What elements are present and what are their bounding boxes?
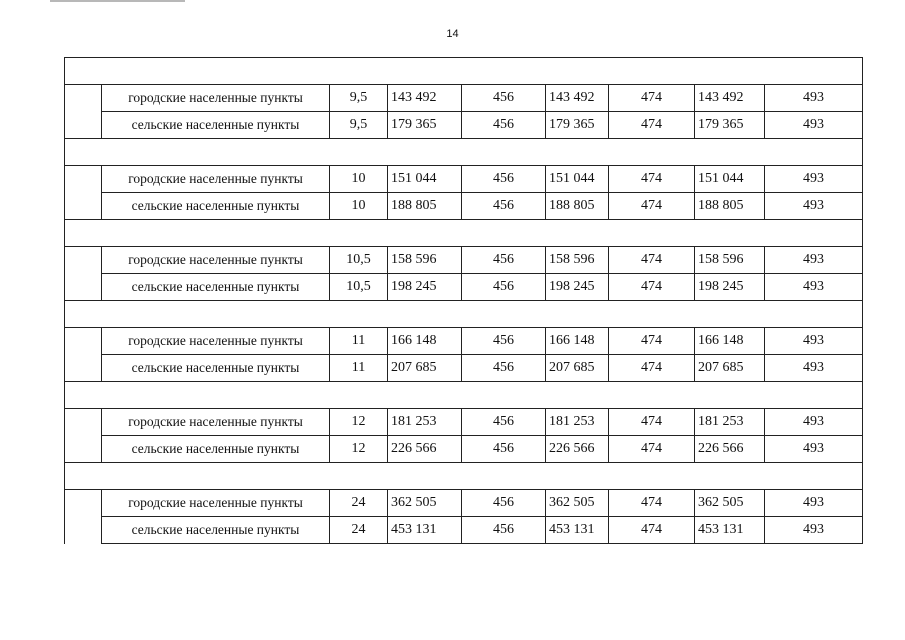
count-cell: 456 <box>462 328 546 355</box>
amount-cell: 207 685 <box>388 355 462 382</box>
separator-cell <box>65 463 863 490</box>
table-row <box>65 274 863 301</box>
amount-cell: 198 245 <box>388 274 462 301</box>
amount-cell: 188 805 <box>695 193 765 220</box>
count-cell: 456 <box>462 247 546 274</box>
table-body <box>65 58 863 544</box>
amount-cell: 207 685 <box>546 355 609 382</box>
count-cell: 493 <box>765 490 863 517</box>
count-cell: 474 <box>609 112 695 139</box>
settlement-type-cell: сельские населенные пункты <box>102 517 330 544</box>
group-separator-row <box>65 58 863 85</box>
amount-cell: 151 044 <box>546 166 609 193</box>
coefficient-cell: 9,5 <box>330 85 388 112</box>
settlement-type-cell: городские населенные пункты <box>102 328 330 355</box>
table-row <box>65 328 863 355</box>
count-cell: 493 <box>765 409 863 436</box>
amount-cell: 226 566 <box>388 436 462 463</box>
count-cell: 493 <box>765 247 863 274</box>
amount-cell: 143 492 <box>695 85 765 112</box>
amount-cell: 226 566 <box>546 436 609 463</box>
indent-cell <box>65 355 102 382</box>
settlement-type-cell: городские населенные пункты <box>102 85 330 112</box>
amount-cell: 181 253 <box>695 409 765 436</box>
amount-cell: 362 505 <box>546 490 609 517</box>
amount-cell: 158 596 <box>388 247 462 274</box>
separator-cell <box>65 139 863 166</box>
indent-cell <box>65 85 102 112</box>
count-cell: 474 <box>609 436 695 463</box>
count-cell: 474 <box>609 517 695 544</box>
coefficient-cell: 10,5 <box>330 274 388 301</box>
count-cell: 456 <box>462 517 546 544</box>
coefficient-cell: 11 <box>330 355 388 382</box>
amount-cell: 453 131 <box>695 517 765 544</box>
amount-cell: 166 148 <box>546 328 609 355</box>
separator-cell <box>65 58 863 85</box>
count-cell: 493 <box>765 193 863 220</box>
coefficient-cell: 10 <box>330 166 388 193</box>
count-cell: 493 <box>765 166 863 193</box>
indent-cell <box>65 247 102 274</box>
amount-cell: 143 492 <box>546 85 609 112</box>
separator-cell <box>65 220 863 247</box>
settlement-type-cell: сельские населенные пункты <box>102 274 330 301</box>
amount-cell: 198 245 <box>695 274 765 301</box>
count-cell: 456 <box>462 436 546 463</box>
table-row <box>65 85 863 112</box>
amount-cell: 158 596 <box>695 247 765 274</box>
settlement-type-cell: сельские населенные пункты <box>102 355 330 382</box>
group-separator-row <box>65 139 863 166</box>
count-cell: 456 <box>462 193 546 220</box>
coefficient-cell: 24 <box>330 490 388 517</box>
count-cell: 493 <box>765 517 863 544</box>
table-row <box>65 355 863 382</box>
count-cell: 493 <box>765 85 863 112</box>
settlement-type-cell: городские населенные пункты <box>102 409 330 436</box>
group-separator-row <box>65 463 863 490</box>
table-row <box>65 193 863 220</box>
count-cell: 474 <box>609 409 695 436</box>
indent-cell <box>65 409 102 436</box>
count-cell: 456 <box>462 490 546 517</box>
amount-cell: 158 596 <box>546 247 609 274</box>
count-cell: 493 <box>765 436 863 463</box>
indent-cell <box>65 328 102 355</box>
amount-cell: 362 505 <box>388 490 462 517</box>
page-number: 14 <box>446 28 459 40</box>
amount-cell: 166 148 <box>388 328 462 355</box>
group-separator-row <box>65 382 863 409</box>
coefficient-cell: 10 <box>330 193 388 220</box>
amount-cell: 179 365 <box>695 112 765 139</box>
table-row <box>65 490 863 517</box>
count-cell: 456 <box>462 112 546 139</box>
settlement-type-cell: сельские населенные пункты <box>102 436 330 463</box>
indent-cell <box>65 112 102 139</box>
count-cell: 456 <box>462 409 546 436</box>
amount-cell: 166 148 <box>695 328 765 355</box>
count-cell: 493 <box>765 328 863 355</box>
group-separator-row <box>65 301 863 328</box>
amount-cell: 179 365 <box>546 112 609 139</box>
amount-cell: 151 044 <box>388 166 462 193</box>
amount-cell: 362 505 <box>695 490 765 517</box>
indent-cell <box>65 517 102 544</box>
amount-cell: 453 131 <box>546 517 609 544</box>
table-row <box>65 166 863 193</box>
tariff-table <box>64 57 863 544</box>
coefficient-cell: 12 <box>330 436 388 463</box>
count-cell: 456 <box>462 166 546 193</box>
separator-cell <box>65 382 863 409</box>
count-cell: 456 <box>462 85 546 112</box>
settlement-type-cell: сельские населенные пункты <box>102 193 330 220</box>
amount-cell: 188 805 <box>546 193 609 220</box>
count-cell: 474 <box>609 274 695 301</box>
header-rule <box>50 0 185 2</box>
amount-cell: 453 131 <box>388 517 462 544</box>
count-cell: 474 <box>609 328 695 355</box>
coefficient-cell: 12 <box>330 409 388 436</box>
indent-cell <box>65 436 102 463</box>
amount-cell: 179 365 <box>388 112 462 139</box>
table-row <box>65 517 863 544</box>
table-row <box>65 409 863 436</box>
settlement-type-cell: городские населенные пункты <box>102 490 330 517</box>
indent-cell <box>65 166 102 193</box>
count-cell: 474 <box>609 193 695 220</box>
coefficient-cell: 9,5 <box>330 112 388 139</box>
coefficient-cell: 10,5 <box>330 247 388 274</box>
indent-cell <box>65 274 102 301</box>
amount-cell: 181 253 <box>388 409 462 436</box>
settlement-type-cell: сельские населенные пункты <box>102 112 330 139</box>
settlement-type-cell: городские населенные пункты <box>102 166 330 193</box>
amount-cell: 143 492 <box>388 85 462 112</box>
table-row <box>65 247 863 274</box>
table-row <box>65 436 863 463</box>
amount-cell: 226 566 <box>695 436 765 463</box>
indent-cell <box>65 193 102 220</box>
settlement-type-cell: городские населенные пункты <box>102 247 330 274</box>
count-cell: 456 <box>462 355 546 382</box>
amount-cell: 181 253 <box>546 409 609 436</box>
count-cell: 493 <box>765 274 863 301</box>
amount-cell: 207 685 <box>695 355 765 382</box>
count-cell: 493 <box>765 355 863 382</box>
group-separator-row <box>65 220 863 247</box>
count-cell: 474 <box>609 85 695 112</box>
table-row <box>65 112 863 139</box>
amount-cell: 151 044 <box>695 166 765 193</box>
count-cell: 474 <box>609 490 695 517</box>
count-cell: 474 <box>609 166 695 193</box>
count-cell: 493 <box>765 112 863 139</box>
count-cell: 456 <box>462 274 546 301</box>
amount-cell: 188 805 <box>388 193 462 220</box>
separator-cell <box>65 301 863 328</box>
amount-cell: 198 245 <box>546 274 609 301</box>
coefficient-cell: 11 <box>330 328 388 355</box>
indent-cell <box>65 490 102 517</box>
count-cell: 474 <box>609 355 695 382</box>
count-cell: 474 <box>609 247 695 274</box>
coefficient-cell: 24 <box>330 517 388 544</box>
